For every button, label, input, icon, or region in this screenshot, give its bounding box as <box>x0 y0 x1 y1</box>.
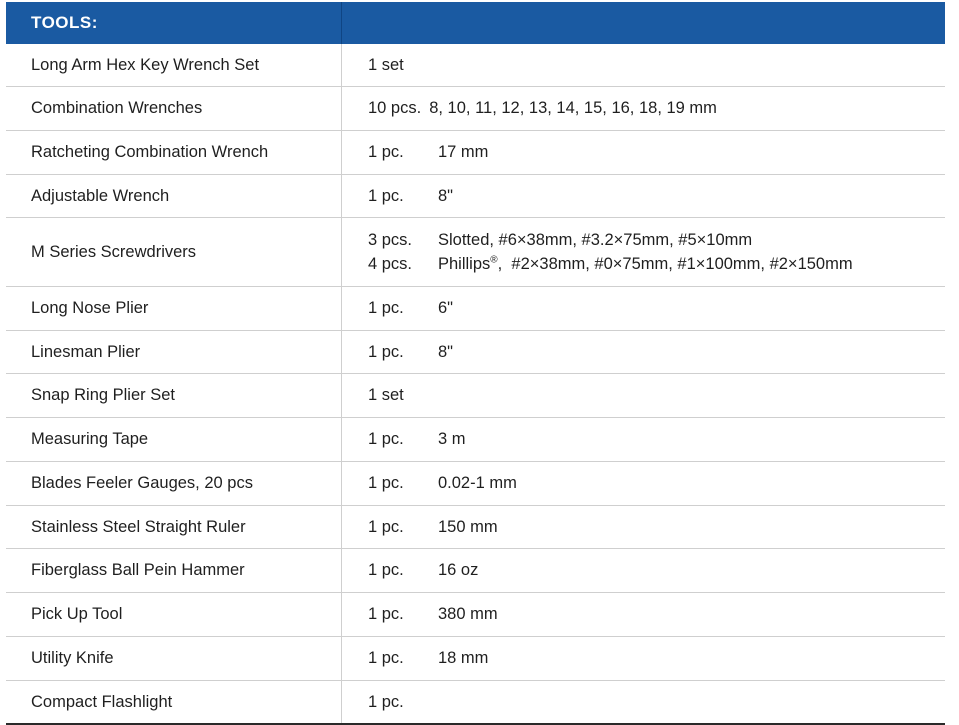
tool-name: Adjustable Wrench <box>6 175 342 217</box>
table-row <box>6 681 945 725</box>
tool-quantity-cell <box>342 44 945 86</box>
tool-quantity-cell <box>342 131 945 174</box>
tool-name: Long Arm Hex Key Wrench Set <box>6 44 342 86</box>
tool-spec: 3 m <box>438 430 466 448</box>
tool-quantity-cell <box>342 549 945 592</box>
tool-qty: 1 pc. <box>368 517 404 536</box>
tool-name: Stainless Steel Straight Ruler <box>6 506 342 548</box>
tool-name: Combination Wrenches <box>6 87 342 130</box>
header-blank-cell <box>342 2 945 44</box>
tool-quantity-cell <box>342 637 945 680</box>
tool-spec: 18 mm <box>438 649 489 667</box>
tool-qty: 10 pcs. <box>368 99 422 117</box>
table-row <box>6 218 945 287</box>
tool-spec: 8, 10, 11, 12, 13, 14, 15, 16, 18, 19 mm <box>429 99 717 117</box>
tool-qty: 1 pc. <box>368 692 404 711</box>
table-row <box>6 462 945 506</box>
table-row <box>6 131 945 175</box>
table-row <box>6 287 945 331</box>
table-row <box>6 331 945 374</box>
tool-quantity-cell <box>342 87 945 130</box>
tool-name: Utility Knife <box>6 637 342 680</box>
table-row <box>6 593 945 637</box>
table-row <box>6 44 945 87</box>
tool-name: Fiberglass Ball Pein Hammer <box>6 549 342 592</box>
table-row <box>6 175 945 218</box>
table-row <box>6 374 945 418</box>
table-row <box>6 637 945 681</box>
tool-qty: 1 pc. <box>368 561 404 579</box>
tool-name: Compact Flashlight <box>6 681 342 723</box>
tool-name: Snap Ring Plier Set <box>6 374 342 417</box>
tool-qty: 1 pc. <box>368 299 404 317</box>
tool-spec: 17 mm <box>438 143 489 161</box>
tool-qty: 1 pc. <box>368 605 404 623</box>
tool-qty: 1 pc. <box>368 186 404 205</box>
tool-spec-brand: Phillips <box>438 254 491 273</box>
tool-name: Long Nose Plier <box>6 287 342 330</box>
tool-name: Blades Feeler Gauges, 20 pcs <box>6 462 342 505</box>
tool-quantity-cell <box>342 506 945 548</box>
tool-name: Ratcheting Combination Wrench <box>6 131 342 174</box>
tool-qty: 4 pcs. <box>368 254 413 273</box>
tool-quantity-cell <box>342 175 945 217</box>
tool-qty: 1 pc. <box>368 143 404 161</box>
tool-spec: 0.02-1 mm <box>438 474 517 492</box>
tool-name: M Series Screwdrivers <box>6 218 342 286</box>
tool-name: Pick Up Tool <box>6 593 342 636</box>
tool-spec: 380 mm <box>438 605 498 623</box>
tool-name: Measuring Tape <box>6 418 342 461</box>
tool-qty: 3 pcs. <box>368 230 413 249</box>
tool-quantity-cell <box>342 418 945 461</box>
tool-qty: 1 set <box>368 55 404 74</box>
registered-mark: ® <box>490 254 498 265</box>
tool-quantity-cell <box>342 593 945 636</box>
tool-spec-sizes: , #2×38mm, #0×75mm, #1×100mm, #2×150mm <box>497 254 853 273</box>
header-title: TOOLS: <box>6 2 342 44</box>
tool-qty: 1 pc. <box>368 649 404 667</box>
tool-name: Linesman Plier <box>6 331 342 373</box>
tool-quantity-cell <box>342 287 945 330</box>
tool-spec: 150 mm <box>438 517 498 536</box>
tool-qty: 1 pc. <box>368 342 404 361</box>
table-header <box>6 2 945 44</box>
tool-spec <box>438 255 853 274</box>
table-row <box>6 506 945 549</box>
tool-spec: 8" <box>438 342 454 361</box>
tool-quantity-cell <box>342 681 945 723</box>
tool-spec: 8" <box>438 186 454 205</box>
table-row <box>6 87 945 131</box>
tool-spec: Slotted, #6×38mm, #3.2×75mm, #5×10mm <box>438 230 753 249</box>
tool-spec: 6" <box>438 299 454 317</box>
tool-quantity-cell <box>342 218 945 286</box>
tools-table <box>6 2 945 725</box>
tool-quantity-cell <box>342 462 945 505</box>
tool-qty: 1 pc. <box>368 430 404 448</box>
tool-spec: 16 oz <box>438 561 479 579</box>
tool-quantity-cell <box>342 331 945 373</box>
tool-qty: 1 set <box>368 386 404 404</box>
tool-qty: 1 pc. <box>368 474 404 492</box>
table-row <box>6 549 945 593</box>
tool-quantity-cell <box>342 374 945 417</box>
table-row <box>6 418 945 462</box>
